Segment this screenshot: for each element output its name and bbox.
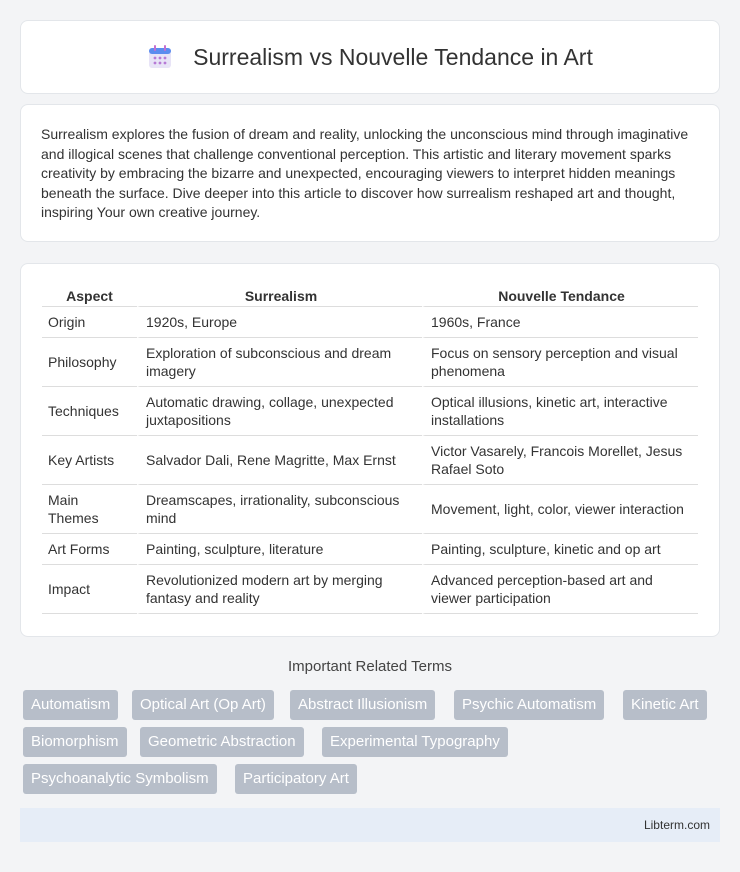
cell-nouvelle-tendance: Focus on sensory perception and visual phenomena [422,338,698,387]
tag-kinetic-art[interactable]: Kinetic Art [623,690,707,720]
cell-aspect: Philosophy [42,338,137,387]
cell-aspect: Key Artists [42,436,137,485]
table-row [42,534,698,565]
cell-surrealism: Automatic drawing, collage, unexpected juxtapositions [137,387,422,436]
cell-surrealism: Painting, sculpture, literature [137,534,422,565]
tag-abstract-illusionism[interactable]: Abstract Illusionism [290,690,435,720]
tag-psychoanalytic-symbolism[interactable]: Psychoanalytic Symbolism [23,764,217,794]
table-row [42,565,698,614]
tag-geometric-abstraction[interactable]: Geometric Abstraction [140,727,304,757]
comparison-table [42,278,698,614]
intro-text: Surrealism explores the fusion of dream and reality, unlocking the unconscious mind through imaginative and illogical scenes that challenge conventional perception. This artistic and literary movement sparks creativity by embracing the bizarre and unexpected, encouraging viewers to interpret hidden meanings beneath the surface. Dive deeper into this article to discover how surrealism reshaped art and thought, inspiring Your own creative journey. [41,126,689,220]
related-terms-title: Important Related Terms [288,658,452,675]
tag-automatism[interactable]: Automatism [23,690,118,720]
cell-nouvelle-tendance: Victor Vasarely, Francois Morellet, Jesus Rafael Soto [422,436,698,485]
cell-nouvelle-tendance: Optical illusions, kinetic art, interactive installations [422,387,698,436]
footer-site[interactable]: Libterm.com [643,818,710,832]
cell-nouvelle-tendance: Movement, light, color, viewer interaction [422,485,698,534]
table-header-aspect: Aspect [42,278,137,307]
tag-psychic-automatism[interactable]: Psychic Automatism [454,690,604,720]
comparison-card [20,263,720,637]
tag-experimental-typography[interactable]: Experimental Typography [322,727,508,757]
cell-surrealism: 1920s, Europe [137,307,422,338]
cell-aspect: Impact [42,565,137,614]
cell-surrealism: Salvador Dali, Rene Magritte, Max Ernst [137,436,422,485]
title-card [20,20,720,94]
tag-participatory-art[interactable]: Participatory Art [235,764,357,794]
tag-optical-art[interactable]: Optical Art (Op Art) [132,690,274,720]
cell-nouvelle-tendance: Advanced perception-based art and viewer participation [422,565,698,614]
cell-nouvelle-tendance: 1960s, France [422,307,698,338]
cell-surrealism: Revolutionized modern art by merging fantasy and reality [137,565,422,614]
table-row [42,485,698,534]
cell-surrealism: Dreamscapes, irrationality, subconscious mind [137,485,422,534]
table-row [42,436,698,485]
page-title: Surrealism vs Nouvelle Tendance in Art [193,43,593,70]
table-row [42,307,698,338]
cell-aspect: Origin [42,307,137,338]
intro-card [20,104,720,242]
table-header-surrealism: Surrealism [137,278,422,307]
tag-biomorphism[interactable]: Biomorphism [23,727,127,757]
footer [20,808,720,842]
cell-aspect: Main Themes [42,485,137,534]
table-row [42,387,698,436]
table-header-nouvelle-tendance: Nouvelle Tendance [422,278,698,307]
cell-aspect: Techniques [42,387,137,436]
cell-aspect: Art Forms [42,534,137,565]
table-row [42,338,698,387]
cell-nouvelle-tendance: Painting, sculpture, kinetic and op art [422,534,698,565]
cell-surrealism: Exploration of subconscious and dream imagery [137,338,422,387]
calendar-icon [147,44,173,70]
